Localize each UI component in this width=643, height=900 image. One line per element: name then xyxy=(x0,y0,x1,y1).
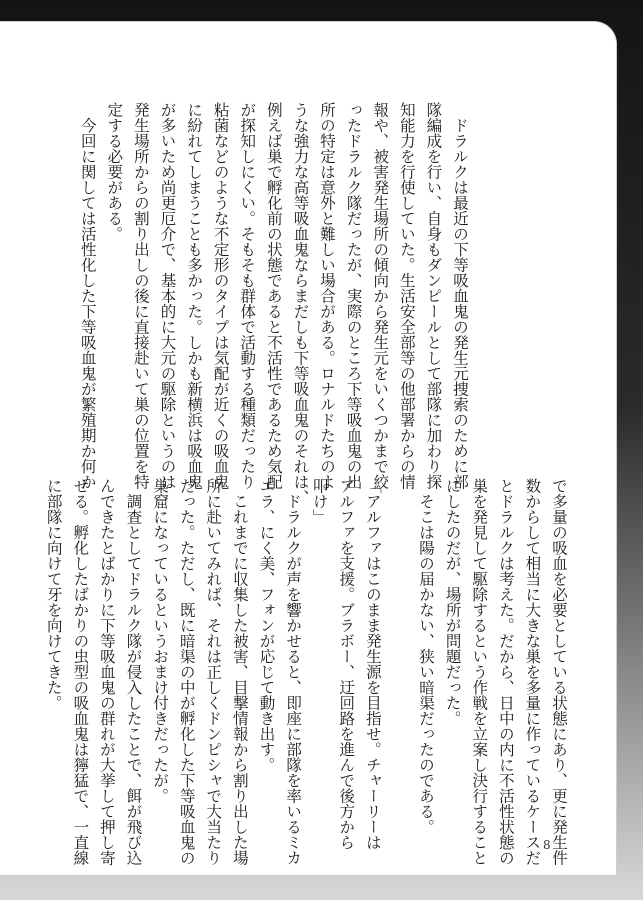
text-line: 叩け」 xyxy=(310,478,329,525)
text-line: で多量の吸血を必要としている状態にあり、更に発生件 xyxy=(550,478,568,866)
text-line: 所に赴いてみれば、それは正しくドンピシャで大当たり xyxy=(204,478,223,866)
page-number: 8 xyxy=(543,838,551,852)
lower-text-block xyxy=(44,478,572,866)
text-line: 所の特定は意外と難しい場合がある。ロナルドたちのよ xyxy=(318,102,337,490)
text-line: に部隊に向けて牙を向けてきた。 xyxy=(44,478,63,711)
text-line: にしたのだが、場所が問題だった。 xyxy=(443,478,462,726)
text-line: ったドラルク隊だったが、実際のところ下等吸血鬼の出 xyxy=(344,102,363,490)
text-line: 粘菌などのような不定形のタイプは気配が近くの吸血鬼 xyxy=(211,102,230,490)
text-line: が探知しにくい。そもそも群体で活動する種類だったり xyxy=(238,102,257,490)
text-line: せる。孵化したばかりの虫型の吸血鬼は獰猛で、一直線 xyxy=(71,478,90,866)
text-line: 例えば巣で孵化前の状態であると不活性であるため気配 xyxy=(264,102,283,490)
text-line: とドラルクは考えた。だから、日中の内に不活性状態の xyxy=(496,478,515,866)
text-line: これまでに収集した被害、目撃情報から割り出した場 xyxy=(230,478,249,866)
text-line: 巣を発見して駆除するという作戦を立案し決行すること xyxy=(470,478,489,866)
text-line: 隊編成を行い、自身もダンピールとして部隊に加わり探 xyxy=(424,102,443,490)
text-line: エラ、にく美、フォンが応じて動き出す。 xyxy=(257,478,276,773)
text-line: 今回に関しては活性化した下等吸血鬼が繁殖期か何か xyxy=(78,102,97,490)
text-line: が多いため尚更厄介で、基本的に大元の駆除というのは xyxy=(158,102,177,490)
text-line: 知能力を行使していた。生活安全部等の他部署からの情 xyxy=(397,102,416,490)
book-page xyxy=(0,22,616,875)
text-line: 発生場所からの割り出しの後に直接赴いて巣の位置を特 xyxy=(131,102,150,490)
text-line: 数からして相当に大きな巣を多量に作っているケースだ xyxy=(523,478,542,866)
text-line: だった。ただし、既に暗渠の中が孵化した下等吸血鬼の xyxy=(177,478,196,866)
text-line: うな強力な高等吸血鬼ならまだしも下等吸血鬼のそれは、 xyxy=(291,102,310,505)
text-line: アルファを支援。ブラボー、迂回路を進んで後方から xyxy=(337,478,356,850)
text-line: 調査としてドラルク隊が侵入したことで、餌が飛び込 xyxy=(124,478,143,866)
text-line: ドラルクは最近の下等吸血鬼の発生元捜索のために部 xyxy=(451,102,469,490)
text-line: 巣窟になっているというおまけ付きだったが。 xyxy=(151,478,170,804)
text-line: に紛れてしまうことも多かった。しかも新横浜は吸血鬼 xyxy=(185,102,204,490)
text-line: 定する必要がある。 xyxy=(105,102,124,242)
text-line: んできたとばかりに下等吸血鬼の群れが大挙して押し寄 xyxy=(97,478,116,866)
text-line: 報や、被害発生場所の傾向から発生元をいくつかまで絞 xyxy=(371,102,390,490)
text-line: ドラルクが声を響かせると、即座に部隊を率いるミカ xyxy=(284,478,303,866)
blank-line xyxy=(386,478,413,838)
text-line: 「アルファはこのまま発生源を目指せ。チャーリーは xyxy=(363,478,382,850)
text-line: そこは陽の届かない、狭い暗渠だったのである。 xyxy=(417,478,436,835)
